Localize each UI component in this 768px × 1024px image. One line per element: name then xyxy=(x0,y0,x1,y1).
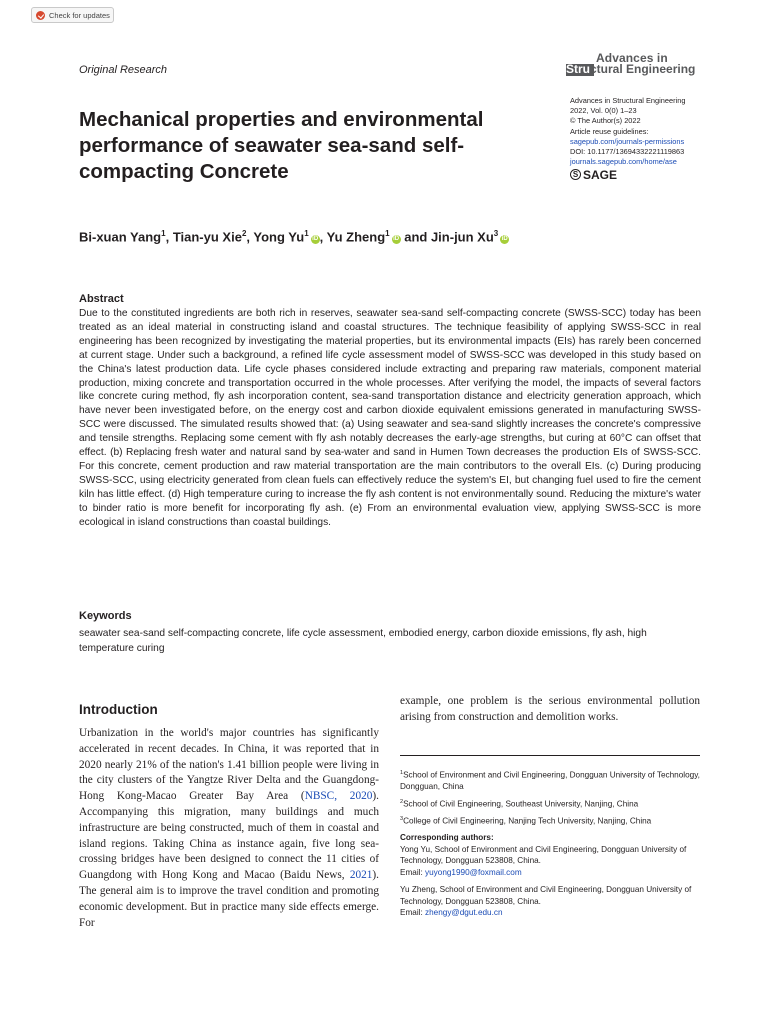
introduction-continued: example, one problem is the serious environmental pollution arising from construction and demolition works. xyxy=(400,695,700,723)
orcid-icon[interactable]: iD xyxy=(501,236,508,243)
author-name: Jin-jun Xu xyxy=(430,229,494,245)
author-affiliation-sup: 1 xyxy=(304,229,309,238)
corresponding-heading: Corresponding authors: xyxy=(400,833,494,842)
paper-title: Mechanical properties and environmental performance of seawater sea-sand self-compacting Concrete xyxy=(79,108,484,183)
abstract-heading: Abstract xyxy=(79,293,124,305)
author-name: Yong Yu xyxy=(253,229,305,245)
article-type: Original Research xyxy=(79,64,168,76)
check-for-updates-label: Check for updates xyxy=(49,10,110,20)
author-affiliation-sup: 3 xyxy=(493,229,499,238)
reuse-guidelines-label: Article reuse guidelines: xyxy=(570,126,649,136)
introduction-heading: Introduction xyxy=(79,702,158,717)
affiliation-item: $^3$College of Civil Engineering, Nanjing Tech University, Nanjing, China xyxy=(400,815,652,826)
permissions-link[interactable]: sagepub.com/journals-permissions xyxy=(570,136,685,146)
journal-logo-line1: Advances in xyxy=(596,51,668,65)
journal-logo-line2: Structural Engineering xyxy=(566,62,696,76)
corresponding-entry: Yu Zheng, School of Environment and Civil Engineering, Dongguan University of Technology, Dongguan 523808, China. Email: zhengy@dgut.edu.cn xyxy=(400,885,692,917)
orcid-icon[interactable]: iD xyxy=(393,236,400,243)
journal-logo xyxy=(566,51,706,77)
keywords-text: seawater sea-sand self-compacting concrete, life cycle assessment, embodied energy, carbon dioxide emissions, fly ash, high temperature curing xyxy=(79,628,647,654)
keywords-heading: Keywords xyxy=(79,610,132,622)
affiliations xyxy=(400,768,700,831)
journal-name: Advances in Structural Engineering xyxy=(570,96,686,105)
author-name: Bi-xuan Yang xyxy=(79,229,162,245)
check-for-updates-button[interactable] xyxy=(31,7,114,23)
copyright: © The Author(s) 2022 xyxy=(570,116,641,126)
journal-volume: 2022, Vol. 0(0) 1–23 xyxy=(570,106,637,116)
sage-logo xyxy=(570,169,750,180)
email-link[interactable]: yuyong1990@foxmail.com xyxy=(425,867,522,877)
sage-logo-text: SAGE xyxy=(583,167,618,182)
journal-homepage-link[interactable]: journals.sagepub.com/home/ase xyxy=(570,157,677,167)
corresponding-authors xyxy=(400,832,700,925)
author-list: Bi-xuan Yang$^1$, Tian-yu Xie$^2$, Yong Yu$^1$iD , Yu Zheng$^1$iD and Jin-jun Xu$^3$iD xyxy=(79,229,508,245)
author-affiliation-sup: 1 xyxy=(161,229,166,238)
corresponding-entry: Yong Yu, School of Environment and Civil Engineering, Dongguan University of Technology, Dongguan 523808, China. Email: yuyong1990@foxmail.com xyxy=(400,844,687,877)
email-link[interactable]: zhengy@dgut.edu.cn xyxy=(425,908,503,917)
sage-s-icon: S xyxy=(570,169,581,180)
citation-link[interactable]: 2021 xyxy=(349,869,373,882)
citation-link[interactable]: NBSC, 2020 xyxy=(304,790,373,803)
orcid-icon[interactable]: iD xyxy=(312,236,319,243)
author-affiliation-sup: 1 xyxy=(385,229,390,238)
author-name: Yu Zheng xyxy=(326,229,386,245)
footnote-divider xyxy=(400,755,700,756)
doi[interactable]: DOI: 10.1177/13694332221119863 xyxy=(570,147,685,157)
corresponding-entries xyxy=(400,844,700,919)
journal-info xyxy=(570,96,750,180)
affiliation-item: $^1$School of Environment and Civil Engineering, Dongguan University of Technology, Dongguan, China xyxy=(400,770,700,792)
author-affiliation-sup: 2 xyxy=(241,229,247,238)
abstract-text: Due to the constituted ingredients are both rich in reserves, seawater sea-sand self-compacting concrete (SWSS-SCC) today has been treated as an ideal material in constructing island and coastal structures. The technique feasibility of applying SWSS-SCC in real engineering has been recognized by investigating the material properties, but its environmental impacts (EIs) has rarely been concerned at current stage. Under such a background, a refined life cycle assessment model of SWSS-SCC was developed in this study based on the China's latest production data. Life cycle phases considered include extracting and preparing raw materials, component material production, mixing concrete and transportation occurred in the whole processes. After verifying the model, the impacts of several factors like concrete curing method, fly ash incorporation content, sea-sand transportation distance and electricity generation approach, which have never been investigated before, on the energy cost and carbon dioxide equivalent emissions generated in manufacturing SWSS-SCC were discussed. The simulated results showed that: (a) Using seawater and sea-sand slightly increases the concrete's compressive and tensile strengths. Replacing some cement with fly ash notably decreases the early-age strengths, but curing at 60°C can offset that effect. (b) Replacing fresh water and natural sand by sea-water and sand in Humen Town decreases the production EIs of SWSS-SCC. For this concrete, cement production and raw material transportation are the main contributors to the overall EIs. (c) During producing SWSS-SCC, using electricity generated from clean fuels can effectively reduce the system's EI, but changing fuel used to fire the cement kiln has little effect. (d) High temperature curing to increase the fly ash content is not environmentally sound. Reducing the mixture's water to binder ratio is more benefit for incorporating fly ash. (e) From an environmental evaluation view, applying SWSS-SCC is more ecological in island constructions than coastal buildings. xyxy=(79,308,701,528)
introduction-paragraph: Urbanization in the world's major countries has significantly accelerated in recent decades. In China, it was reported that in 2020 nearly 21% of the nation's 1.41 billion people were living in the city clusters of the Yangtze River Delta and the Guangdong-Hong Kong-Macao Greater Bay Area (NBSC, 2020). Accompanying this migration, many buildings and much infrastructure are being constructed, much of them in coastal and island regions. Taking China as instance again, five long sea-crossing bridges have been designed to connect the 11 cities of Guangdong with Hong Kong and Macao (Baidu News, 2021). The general aim is to improve the travel condition and promoting economic development. But in practice many side effects emerge. For xyxy=(79,727,379,929)
check-circle-icon xyxy=(36,11,45,20)
affiliation-item: $^2$School of Civil Engineering, Southeast University, Nanjing, China xyxy=(400,798,639,809)
author-name: Tian-yu Xie xyxy=(172,229,242,245)
